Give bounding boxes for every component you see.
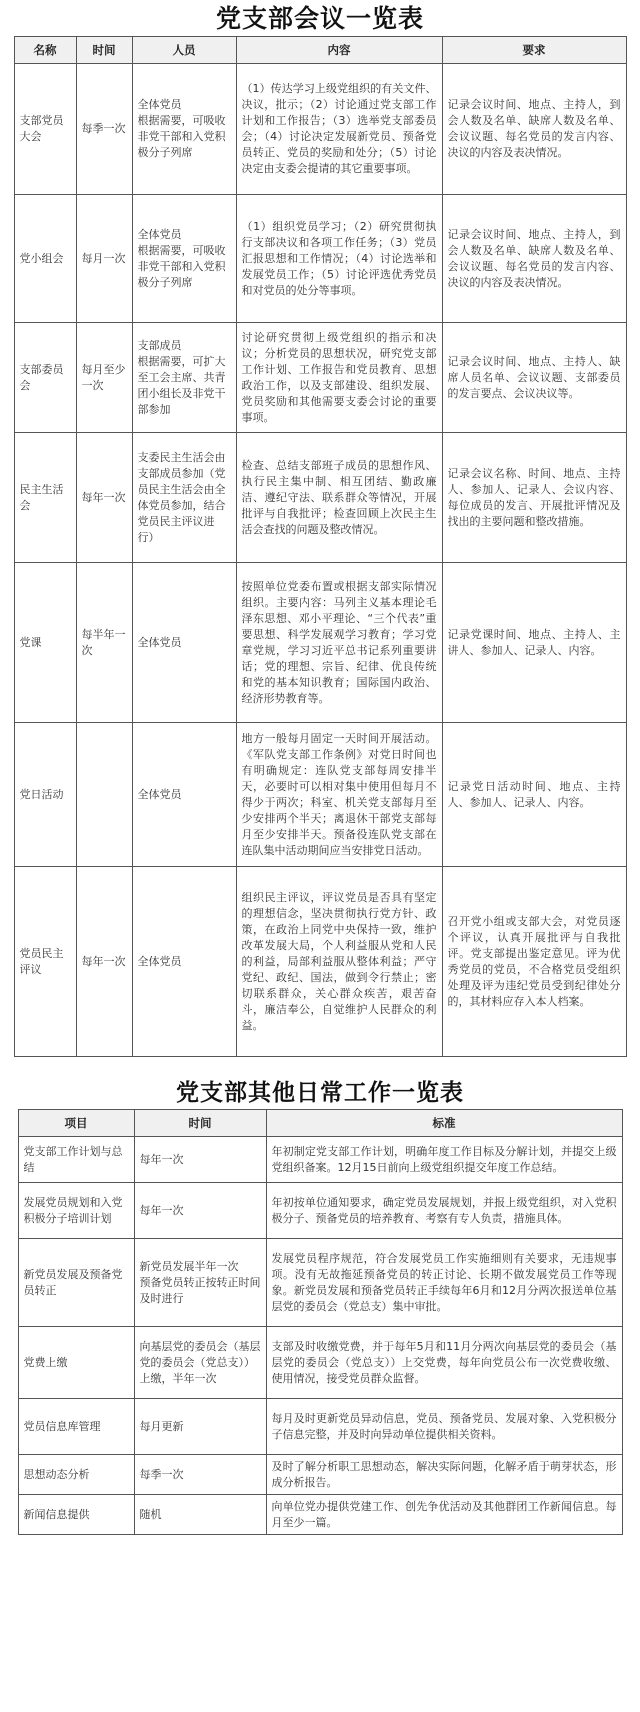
header-standard: 标准 [266, 1110, 622, 1137]
row-people: 全体党员 根据需要，可吸收非党干部和入党积极分子列席 [132, 195, 236, 323]
row-time: 每年一次 [76, 867, 132, 1057]
row-people: 全体党员 [132, 867, 236, 1057]
row-content: 按照单位党委布置或根据支部实际情况组织。主要内容：马列主义基本理论毛泽东思想、邓小平理论、“三个代表”重要思想、科学发展观学习教育；学习党章党规，学习习近平总书记系列重要讲话；党的理想、宗旨、纪律、优良传统和党的基本知识教育；国际国内政治、经济形势教育等。 [236, 563, 442, 723]
row-standard: 年初按单位通知要求，确定党员发展规划，并报上级党组织，对入党积极分子、预备党员的培养教育、考察有专人负责，措施具体。 [266, 1183, 622, 1239]
row-content: 地方一般每月固定一天时间开展活动。《军队党支部工作条例》对党日时间也有明确规定：连队党支部每周安排半天，必要时可以相对集中使用但每月不得少于两次；科室、机关党支部每月至少安排两个半天；离退休干部党支部每月至少安排半天。预备役连队党支部在连队集中活动期间应当安排党日活动。 [236, 723, 442, 867]
row-people: 全体党员 根据需要，可吸收非党干部和入党积极分子列席 [132, 64, 236, 195]
table-row [14, 195, 626, 323]
table-row [18, 1327, 622, 1399]
row-name: 支部委员会 [14, 323, 76, 433]
row-item: 新党员发展及预备党员转正 [18, 1239, 134, 1327]
table-row [14, 867, 626, 1057]
row-name: 党日活动 [14, 723, 76, 867]
row-time [76, 723, 132, 867]
row-content: 讨论研究贯彻上级党组织的指示和决议；分析党员的思想状况，研究党支部工作计划、工作报告和党员教育、思想政治工作，以及支部建设、组织发展、党员奖励和其他需要支委会讨论的重要事项。 [236, 323, 442, 433]
row-name: 民主生活会 [14, 433, 76, 563]
row-people: 全体党员 [132, 563, 236, 723]
row-item: 党员信息库管理 [18, 1399, 134, 1455]
meeting-table-title: 党支部会议一览表 [215, 4, 424, 33]
row-standard: 发展党员程序规范，符合发展党员工作实施细则有关要求，无违规事项。没有无故拖延预备党员的转正讨论、长期不做发展党员工作等现象。新党员发展和预备党员转正手续每年6月和12月分两次报送单位基层党的委员会（党总支）集中审批。 [266, 1239, 622, 1327]
table-row [18, 1239, 622, 1327]
row-requirement: 记录会议时间、地点、主持人，到会人数及名单、缺席人数及名单、会议议题、每名党员的发言内容、决议的内容及表决情况。 [442, 195, 626, 323]
table-row [14, 64, 626, 195]
row-item: 发展党员规划和入党积极分子培训计划 [18, 1183, 134, 1239]
header-time: 时间 [76, 37, 132, 64]
row-time: 每季一次 [76, 64, 132, 195]
table-row [14, 723, 626, 867]
row-name: 党员民主评议 [14, 867, 76, 1057]
table-row [14, 433, 626, 563]
row-requirement: 记录党课时间、地点、主持人、主讲人、参加人、记录人、内容。 [442, 563, 626, 723]
row-time: 每月至少一次 [76, 323, 132, 433]
work-table-title: 党支部其他日常工作一览表 [176, 1079, 464, 1106]
header-time: 时间 [134, 1110, 266, 1137]
table-row [14, 563, 626, 723]
table-row [18, 1455, 622, 1495]
header-name: 名称 [14, 37, 76, 64]
header-item: 项目 [18, 1110, 134, 1137]
row-requirement: 召开党小组或支部大会，对党员逐个评议，认真开展批评与自我批评。党支部提出鉴定意见。评为优秀党员的党员，不合格党员受组织处理及评为违纪党员受到纪律处分的，其材料应存入本人档案。 [442, 867, 626, 1057]
table-row [18, 1183, 622, 1239]
row-time: 每月更新 [134, 1399, 266, 1455]
row-name: 支部党员大会 [14, 64, 76, 195]
row-time: 随机 [134, 1495, 266, 1535]
row-standard: 每月及时更新党员异动信息，党员、预备党员、发展对象、入党积极分子信息完整，并及时向异动单位提供相关资料。 [266, 1399, 622, 1455]
row-time: 每年一次 [76, 433, 132, 563]
row-standard: 支部及时收缴党费，并于每年5月和11月分两次向基层党的委员会（基层党的委员会（党总支））上交党费，每年向党员公布一次党费收缴、使用情况，接受党员群众监督。 [266, 1327, 622, 1399]
row-requirement: 记录会议时间、地点、主持人，到会人数及名单、缺席人数及名单、会议议题、每名党员的发言内容、决议的内容及表决情况。 [442, 64, 626, 195]
row-name: 党课 [14, 563, 76, 723]
table-row [18, 1399, 622, 1455]
row-standard: 年初制定党支部工作计划，明确年度工作目标及分解计划，并提交上级党组织备案。12月15日前向上级党组织提交年度工作总结。 [266, 1137, 622, 1183]
work-table [18, 1109, 623, 1535]
row-requirement: 记录会议名称、时间、地点、主持人、参加人、记录人、会议内容、每位成员的发言、开展批评情况及找出的主要问题和整改措施。 [442, 433, 626, 563]
meeting-table-header-row [14, 37, 626, 64]
table-row [18, 1495, 622, 1535]
meeting-table [14, 36, 627, 1057]
row-item: 党费上缴 [18, 1327, 134, 1399]
row-content: （1）组织党员学习；（2）研究贯彻执行支部决议和各项工作任务；（3）党员汇报思想和工作情况；（4）讨论选举和发展党员工作；（5）讨论评选优秀党员和对党员的处分等事项。 [236, 195, 442, 323]
row-item: 党支部工作计划与总结 [18, 1137, 134, 1183]
row-time: 新党员发展半年一次 预备党员转正按转正时间及时进行 [134, 1239, 266, 1327]
row-time: 每月一次 [76, 195, 132, 323]
table-row [14, 323, 626, 433]
header-requirement: 要求 [442, 37, 626, 64]
row-time: 每年一次 [134, 1137, 266, 1183]
row-people: 全体党员 [132, 723, 236, 867]
row-people: 支委民主生活会由支部成员参加（党员民主生活会由全体党员参加，结合党员民主评议进行） [132, 433, 236, 563]
row-time: 向基层党的委员会（基层党的委员会（党总支））上缴，半年一次 [134, 1327, 266, 1399]
table-row [18, 1137, 622, 1183]
row-requirement: 记录会议时间、地点、主持人、缺席人员名单、会议议题、支部委员的发言要点、会议决议等。 [442, 323, 626, 433]
header-people: 人员 [132, 37, 236, 64]
row-name: 党小组会 [14, 195, 76, 323]
row-time: 每半年一次 [76, 563, 132, 723]
row-standard: 及时了解分析职工思想动态，解决实际问题，化解矛盾于萌芽状态，形成分析报告。 [266, 1455, 622, 1495]
row-item: 思想动态分析 [18, 1455, 134, 1495]
row-content: 检查、总结支部班子成员的思想作风、执行民主集中制、相互团结、勤政廉洁、遵纪守法、联系群众等情况，开展批评与自我批评；检查回顾上次民主生活会查找的问题及整改情况。 [236, 433, 442, 563]
header-content: 内容 [236, 37, 442, 64]
row-item: 新闻信息提供 [18, 1495, 134, 1535]
row-content: （1）传达学习上级党组织的有关文件、决议，批示；（2）讨论通过党支部工作计划和工作报告；（3）选举党支部委员会；（4）讨论决定发展新党员、预备党员转正、党员的奖励和处分；（5）讨论决定由支委会提请的其它重要事项。 [236, 64, 442, 195]
row-requirement: 记录党日活动时间、地点、主持人、参加人、记录人、内容。 [442, 723, 626, 867]
row-standard: 向单位党办提供党建工作、创先争优活动及其他群团工作新闻信息。每月至少一篇。 [266, 1495, 622, 1535]
row-time: 每年一次 [134, 1183, 266, 1239]
work-table-header-row [18, 1110, 622, 1137]
row-content: 组织民主评议，评议党员是否具有坚定的理想信念，坚决贯彻执行党方针、政策，在政治上同党中央保持一致，维护改革发展大局，个人利益服从党和人民的利益，局部利益服从整体利益；严守党纪、政纪、国法，做到令行禁止；密切联系群众，关心群众疾苦，艰苦奋斗，廉洁奉公，自觉维护人民群众的利益。 [236, 867, 442, 1057]
row-people: 支部成员 根据需要，可扩大至工会主席、共青团小组长及非党干部参加 [132, 323, 236, 433]
row-time: 每季一次 [134, 1455, 266, 1495]
